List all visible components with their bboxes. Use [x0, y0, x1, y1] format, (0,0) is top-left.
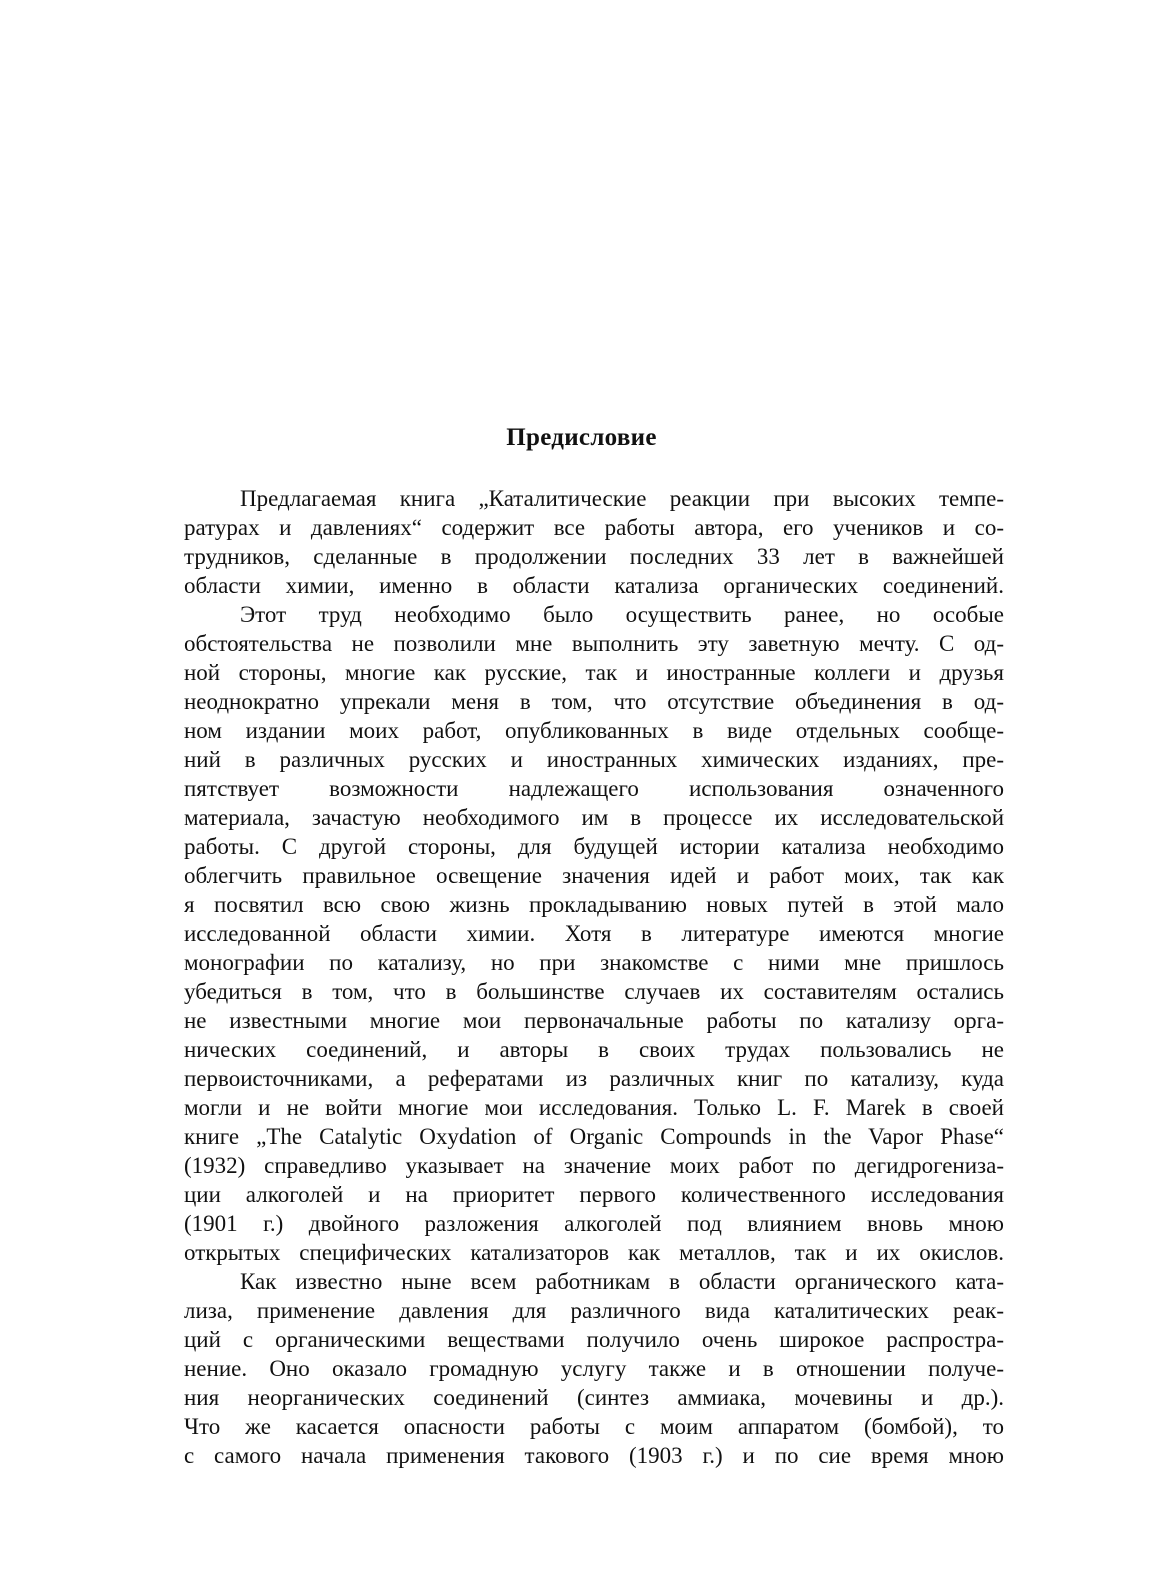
text-line: материала, зачастую необходимого им в процессе их исследовательской: [184, 805, 1004, 830]
text-line: первоисточниками, а рефератами из различных книг по катализу, куда: [184, 1066, 1004, 1091]
page-heading: Предисловие: [506, 424, 657, 451]
text-line: пятствует возможности надлежащего использования означенного: [184, 776, 1004, 801]
text-line: Предлагаемая книга „Каталитические реакции при высоких темпе-: [240, 486, 1004, 511]
text-line: ратурах и давлениях“ содержит все работы автора, его учеников и со-: [184, 515, 1004, 540]
text-line: (1932) справедливо указывает на значение моих работ по дегидрогениза-: [184, 1153, 1004, 1178]
text-line: нических соединений, и авторы в своих трудах пользовались не: [184, 1037, 1004, 1062]
text-line: облегчить правильное освещение значения идей и работ моих, так как: [184, 863, 1004, 888]
text-line: Этот труд необходимо было осуществить ранее, но особые: [240, 602, 1004, 627]
text-line: ний в различных русских и иностранных химических изданиях, пре-: [184, 747, 1004, 772]
text-line: убедиться в том, что в большинстве случаев их составителям остались: [184, 979, 1004, 1004]
text-line: ции алкоголей и на приоритет первого количественного исследования: [184, 1182, 1004, 1207]
text-line: нение. Оно оказало громадную услугу также и в отношении получе-: [184, 1356, 1004, 1381]
text-line: Что же касается опасности работы с моим аппаратом (бомбой), то: [184, 1414, 1004, 1439]
text-line: открытых специфических катализаторов как металлов, так и их окислов.: [184, 1240, 1004, 1265]
text-line: работы. С другой стороны, для будущей истории катализа необходимо: [184, 834, 1004, 859]
text-line: я посвятил всю свою жизнь прокладыванию новых путей в этой мало: [184, 892, 1004, 917]
text-line: ном издании моих работ, опубликованных в виде отдельных сообще-: [184, 718, 1004, 743]
text-line: монографии по катализу, но при знакомстве с ними мне пришлось: [184, 950, 1004, 975]
text-line: (1901 г.) двойного разложения алкоголей под влиянием вновь мною: [184, 1211, 1004, 1236]
text-line: области химии, именно в области катализа органических соединений.: [184, 573, 1004, 598]
preface-text: [184, 484, 1004, 1470]
text-line: ной стороны, многие как русские, так и иностранные коллеги и друзья: [184, 660, 1004, 685]
text-line: трудников, сделанные в продолжении последних 33 лет в важнейшей: [184, 544, 1004, 569]
text-line: книге „The Catalytic Oxydation of Organic Compounds in the Vapor Phase“: [184, 1124, 1004, 1149]
text-line: могли и не войти многие мои исследования. Только L. F. Marek в своей: [184, 1095, 1004, 1120]
text-line: Как известно ныне всем работникам в области органического ката-: [240, 1269, 1004, 1294]
text-line: лиза, применение давления для различного вида каталитических реак-: [184, 1298, 1004, 1323]
text-line: обстоятельства не позволили мне выполнить эту заветную мечту. С од-: [184, 631, 1004, 656]
text-line: с самого начала применения такового (1903 г.) и по сие время мною: [184, 1443, 1004, 1468]
text-line: ций с органическими веществами получило очень широкое распростра-: [184, 1327, 1004, 1352]
text-line: не известными многие мои первоначальные работы по катализу орга-: [184, 1008, 1004, 1033]
text-line: неоднократно упрекали меня в том, что отсутствие объединения в од-: [184, 689, 1004, 714]
text-line: ния неорганических соединений (синтез аммиака, мочевины и др.).: [184, 1385, 1004, 1410]
text-line: исследованной области химии. Хотя в литературе имеются многие: [184, 921, 1004, 946]
